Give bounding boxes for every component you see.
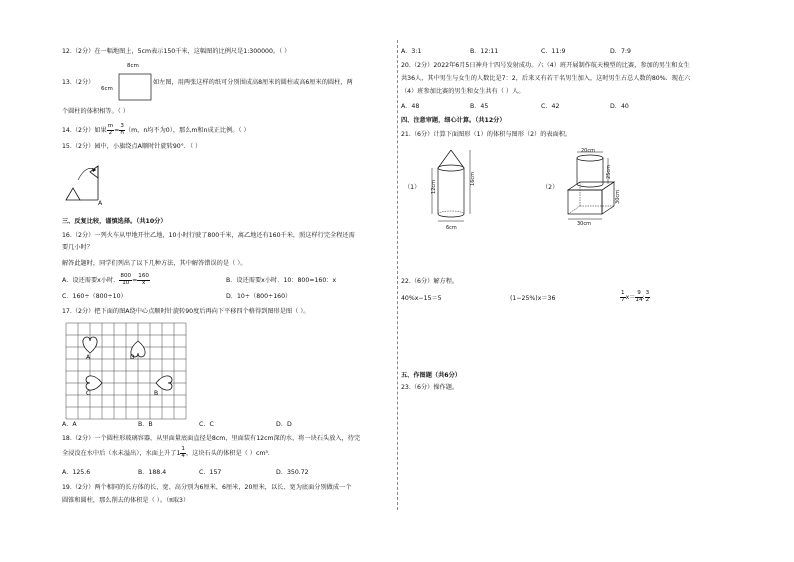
eq3-fraction-3: $\frac{3}{2}$ xyxy=(645,290,650,303)
q20-option-a: A．48 xyxy=(401,103,420,110)
q15-flag-figure xyxy=(62,160,112,208)
equation-2: (1−25%)x＝36 xyxy=(510,295,556,302)
q20-option-c: C．42 xyxy=(541,103,560,110)
q17-option-a: A．A xyxy=(62,421,77,428)
q16-a-fraction-2: $\frac{160}{x}$ xyxy=(138,273,149,286)
q16-text-2: 要几小时？ xyxy=(62,244,93,251)
heart-shape xyxy=(86,376,102,390)
equation-3 xyxy=(620,291,650,304)
q17-option-d: D．D xyxy=(276,421,292,428)
q17-text: 17.（2分）把下面的图A绕中心点顺时针旋转90度后再向下平移四个格得到图形是图（ ）。 xyxy=(62,308,310,315)
heart-label: A xyxy=(86,354,91,361)
q16-option-a-text: A．设还需要x小时． xyxy=(62,277,120,285)
q18-option-b: B．188.4 xyxy=(138,469,167,476)
fig2-depth-30: 30cm xyxy=(614,190,621,204)
heart-shape xyxy=(83,337,97,353)
q20-text-3: （4）班参加比赛的男生和女生共有（ ）人。 xyxy=(401,88,525,95)
fig2-height-25: 25cm xyxy=(605,165,612,179)
heart-shape xyxy=(156,376,172,390)
heart-label: B xyxy=(154,390,159,397)
fig1-height-16: 16cm xyxy=(469,172,476,186)
column-divider xyxy=(397,40,398,510)
q15-point-label: A xyxy=(98,200,103,207)
fig2-label: （2） xyxy=(542,184,559,191)
q19-text-2: 圆锥和圆柱，那么削去的体积是（ ）。（π取3） xyxy=(62,497,190,504)
q17-option-b: B．B xyxy=(138,421,153,428)
section-3-heading: 三、反复比较，谨慎选择。（共10分） xyxy=(62,218,167,225)
q12-text: 12.（2分）在一幅地图上，5cm表示150千米，这幅图的比例尺是1:300000。（ ） xyxy=(62,48,291,55)
q16-option-b: B．设还需要x小时．10：800=160：x xyxy=(226,277,337,284)
fig1-diameter: 6cm xyxy=(446,225,457,231)
fig2-diameter-20: 20cm xyxy=(581,148,595,154)
q20-text-1: 20.（2分）2022年6月5日神舟十四号发射成功。六（4）班开展制作航天模型的比赛，参加的男生和女生 xyxy=(401,62,690,69)
q17-grid-figure xyxy=(66,323,186,419)
q13-number: 13.（2分） xyxy=(62,79,95,86)
eq3-colon: : xyxy=(642,294,645,302)
equation-1: 40%x−15＝5 xyxy=(401,295,442,302)
fig2-width-30: 30cm xyxy=(577,221,591,227)
heart-label: C xyxy=(86,390,91,397)
fig1-height-12: 12cm xyxy=(430,180,437,194)
fig1-label: （1） xyxy=(404,184,421,191)
q16-text-3: 解答此题时，同学们列出了以下几种方法，其中解答错误的是（ ）。 xyxy=(62,260,247,267)
q13-width-label: 8cm xyxy=(127,63,139,69)
q17-option-c: C．C xyxy=(199,421,214,428)
q21-text: 21.（6分）计算下面图形（1）的体积与图形（2）的表面积。 xyxy=(401,131,572,138)
q18-mixed-whole: 1 xyxy=(176,450,181,458)
heart-label: D xyxy=(130,354,135,361)
section-5-heading: 五、作图题（共6分） xyxy=(401,372,461,379)
q14-suffix: （m，n均不为0），那么m和n成正比例。（ ） xyxy=(124,127,250,135)
eq3-fraction-2: $\frac{9}{14}$ xyxy=(635,290,643,303)
section-4-heading: 四、注意审题，细心计算。（共12分） xyxy=(401,117,506,124)
q18-text-3: ，这块石头的体积是（ ）cm³． xyxy=(185,450,275,458)
q19-option-a: A．3:1 xyxy=(401,48,422,55)
q19-text-1: 19.（2分）两个相同的长方体的长、宽、高分别为6厘米，6厘米，20厘米，以长、宽为底面分别做成一个 xyxy=(62,484,352,491)
q14-line xyxy=(62,124,250,137)
q18-text-2-line xyxy=(62,447,274,460)
q18-mixed-fraction: $\frac{1}{4}$ xyxy=(181,446,185,459)
q18-option-c: C．157 xyxy=(199,469,222,476)
q20-option-d: D．40 xyxy=(610,103,629,110)
q16-a-equals: = xyxy=(132,277,138,285)
q13-text-2: 个圆柱的体积相等。（ ） xyxy=(62,108,129,115)
q18-text-2: 全浸没在水中后（水未溢出），水面上升了 xyxy=(62,450,177,458)
q13-height-label: 6cm xyxy=(101,86,113,92)
q14-fraction-2: $\frac{3}{n}$ xyxy=(120,123,124,136)
q16-a-fraction-1: $\frac{800}{10}$ xyxy=(120,273,132,286)
q16-text-1: 16.（2分）一列火车从甲地开往乙地，10小时行驶了800千米，离乙地还有160千米，照这样行完全程还需 xyxy=(62,232,355,239)
q16-option-d: D．10÷（800÷160） xyxy=(226,293,292,300)
q14-fraction-1: $\frac{m}{2}$ xyxy=(107,123,114,136)
q22-text: 22.（6分）解方程。 xyxy=(401,278,459,285)
q18-text-1: 18.（2分）一个圆柱形玻璃容器，从里面量底面直径是8cm，里面装有12cm深的水，将一块石头放入，待完 xyxy=(62,435,361,442)
q19-option-d: D．7:9 xyxy=(610,48,631,55)
q14-prefix: 14.（2分）如果 xyxy=(62,127,107,135)
q20-text-2: 共36人，其中男生与女生的人数比是7：2，后来又有若干名男生加入，这时男生占总人数的80%．现在六 xyxy=(401,75,691,82)
q23-text: 23.（6分）操作题。 xyxy=(401,384,459,391)
q16-option-a xyxy=(62,274,150,287)
eq3-middle: x＝ xyxy=(625,294,636,302)
q19-option-b: B．12:11 xyxy=(470,48,499,55)
q13-text-1: 如左图，用两张这样的纸可分别围成高8厘米的圆柱或高6厘米的圆柱，两 xyxy=(153,79,353,86)
q20-option-b: B．45 xyxy=(470,103,489,110)
q15-text: 15.（2分）园中，小旗绕点A顺时针旋转90°．（ ） xyxy=(62,143,202,150)
q18-option-a: A．125.6 xyxy=(62,469,91,476)
q14-equals: = xyxy=(114,127,120,135)
q21-cuboid-cylinder-figure xyxy=(560,146,640,226)
q16-option-c: C．160÷（800÷10） xyxy=(62,293,127,300)
eq3-fraction-1: $\frac{1}{7}$ xyxy=(621,290,625,303)
q19-option-c: C．11:9 xyxy=(541,48,566,55)
q18-option-d: D．350.72 xyxy=(276,469,309,476)
